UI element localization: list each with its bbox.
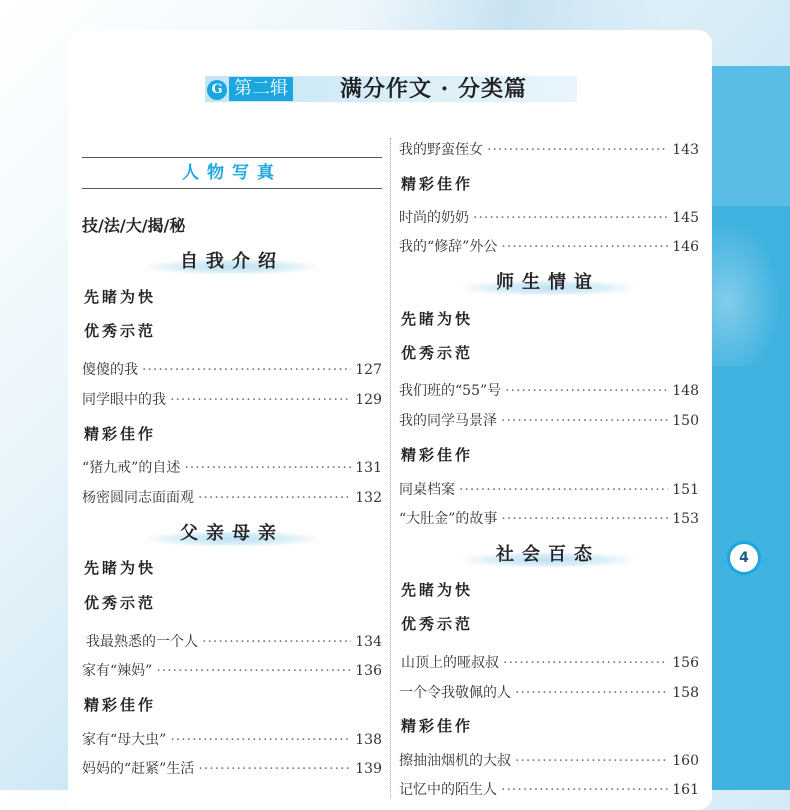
toc-entry[interactable] xyxy=(399,140,699,160)
subheading-preview: 先睹为快 xyxy=(84,288,157,306)
subheading-examples: 优秀示范 xyxy=(401,344,474,362)
entry-title: 我的“修辞”外公 xyxy=(399,239,498,255)
page-ref: 156 xyxy=(672,655,699,671)
subheading-examples: 优秀示范 xyxy=(84,594,157,612)
toc-entry[interactable] xyxy=(82,759,382,779)
entry-title: 记忆中的陌生人 xyxy=(399,782,497,798)
dot-leader xyxy=(501,780,668,800)
dot-leader xyxy=(501,411,668,431)
page-number-badge: 4 xyxy=(727,541,761,575)
subheading-preview: 先睹为快 xyxy=(401,581,474,599)
entry-title: 山顶上的哑叔叔 xyxy=(401,655,499,671)
category-parents: 父亲母亲 xyxy=(142,522,322,546)
toc-entry[interactable] xyxy=(82,458,382,478)
category-teacher-student: 师生情谊 xyxy=(458,271,638,295)
toc-entry[interactable] xyxy=(82,730,382,750)
toc-entry[interactable] xyxy=(82,661,382,681)
toc-entry[interactable] xyxy=(399,683,699,703)
subheading-featured: 精彩佳作 xyxy=(401,446,474,464)
toc-entry[interactable] xyxy=(86,632,382,652)
dot-leader xyxy=(202,632,351,652)
toc-entry[interactable] xyxy=(399,780,699,800)
subheading-examples: 优秀示范 xyxy=(84,322,157,340)
toc-entry[interactable] xyxy=(82,488,382,508)
entry-title: 同学眼中的我 xyxy=(82,392,166,408)
subheading-examples: 优秀示范 xyxy=(401,615,474,633)
toc-entry[interactable] xyxy=(399,381,699,401)
page-ref: 139 xyxy=(355,761,382,777)
entry-title: 家有“辣妈” xyxy=(82,663,153,679)
page-ref: 158 xyxy=(672,685,699,701)
subheading-preview: 先睹为快 xyxy=(84,559,157,577)
entry-title: 家有“母大虫” xyxy=(82,732,167,748)
page-ref: 131 xyxy=(355,460,382,476)
page-ref: 161 xyxy=(672,782,699,798)
page-title: 满分作文 · 分类篇 xyxy=(340,76,527,102)
page-ref: 127 xyxy=(355,362,382,378)
entry-title: 时尚的奶奶 xyxy=(399,210,469,226)
subheading-featured: 精彩佳作 xyxy=(401,175,474,193)
toc-entry[interactable] xyxy=(82,360,382,380)
entry-title: 杨密圆同志面面观 xyxy=(82,490,194,506)
subheading-featured: 精彩佳作 xyxy=(84,425,157,443)
side-wave xyxy=(700,206,790,366)
entry-title: 我们班的“55”号 xyxy=(399,383,502,399)
entry-title: “猪九戒”的自述 xyxy=(82,460,181,476)
entry-title: “大肚金”的故事 xyxy=(399,511,498,527)
toc-entry[interactable] xyxy=(399,751,699,771)
page-ref: 160 xyxy=(672,753,699,769)
dot-leader xyxy=(473,208,668,228)
page-ref: 132 xyxy=(355,490,382,506)
entry-title: 我最熟悉的一个人 xyxy=(86,634,198,650)
entry-title: 擦抽油烟机的大叔 xyxy=(399,753,511,769)
entry-title: 我的同学马景泽 xyxy=(399,413,497,429)
dot-leader xyxy=(198,488,351,508)
column-divider xyxy=(390,138,391,798)
dot-leader xyxy=(142,360,351,380)
toc-entry[interactable] xyxy=(399,509,699,529)
dot-leader xyxy=(170,730,351,750)
page-ref: 143 xyxy=(672,142,699,158)
swirl-icon: G xyxy=(207,80,227,100)
entry-title: 傻傻的我 xyxy=(82,362,138,378)
dot-leader xyxy=(501,237,668,257)
section-title: 人物写真 xyxy=(182,163,282,183)
technique-heading: 技/法/大/揭/秘 xyxy=(82,216,186,235)
category-self-intro: 自我介绍 xyxy=(142,250,322,274)
page-ref: 153 xyxy=(672,511,699,527)
toc-entry[interactable] xyxy=(399,480,699,500)
toc-entry[interactable] xyxy=(399,237,699,257)
dot-leader xyxy=(170,390,351,410)
page-ref: 145 xyxy=(672,210,699,226)
toc-entry[interactable] xyxy=(82,390,382,410)
dot-leader xyxy=(515,683,668,703)
page-ref: 151 xyxy=(672,482,699,498)
dot-leader xyxy=(503,653,668,673)
dot-leader xyxy=(501,509,668,529)
dot-leader xyxy=(487,140,668,160)
dot-leader xyxy=(515,751,668,771)
page-ref: 146 xyxy=(672,239,699,255)
dot-leader xyxy=(459,480,668,500)
entry-title: 妈妈的“赶紧”生活 xyxy=(82,761,195,777)
page-ref: 136 xyxy=(355,663,382,679)
entry-title: 我的野蛮侄女 xyxy=(399,142,483,158)
page-ref: 138 xyxy=(355,732,382,748)
volume-tag: 第二辑 xyxy=(229,77,293,101)
page-ref: 148 xyxy=(672,383,699,399)
category-society: 社会百态 xyxy=(458,543,638,567)
dot-leader xyxy=(156,661,351,681)
toc-entry[interactable] xyxy=(399,208,699,228)
toc-entry[interactable] xyxy=(401,653,699,673)
subheading-featured: 精彩佳作 xyxy=(401,717,474,735)
subheading-featured: 精彩佳作 xyxy=(84,696,157,714)
page-ref: 134 xyxy=(355,634,382,650)
page-ref: 129 xyxy=(355,392,382,408)
toc-entry[interactable] xyxy=(399,411,699,431)
dot-leader xyxy=(184,458,351,478)
entry-title: 同桌档案 xyxy=(399,482,455,498)
page-ref: 150 xyxy=(672,413,699,429)
dot-leader xyxy=(505,381,668,401)
entry-title: 一个令我敬佩的人 xyxy=(399,685,511,701)
subheading-preview: 先睹为快 xyxy=(401,310,474,328)
side-band-top xyxy=(700,66,790,206)
dot-leader xyxy=(198,759,351,779)
